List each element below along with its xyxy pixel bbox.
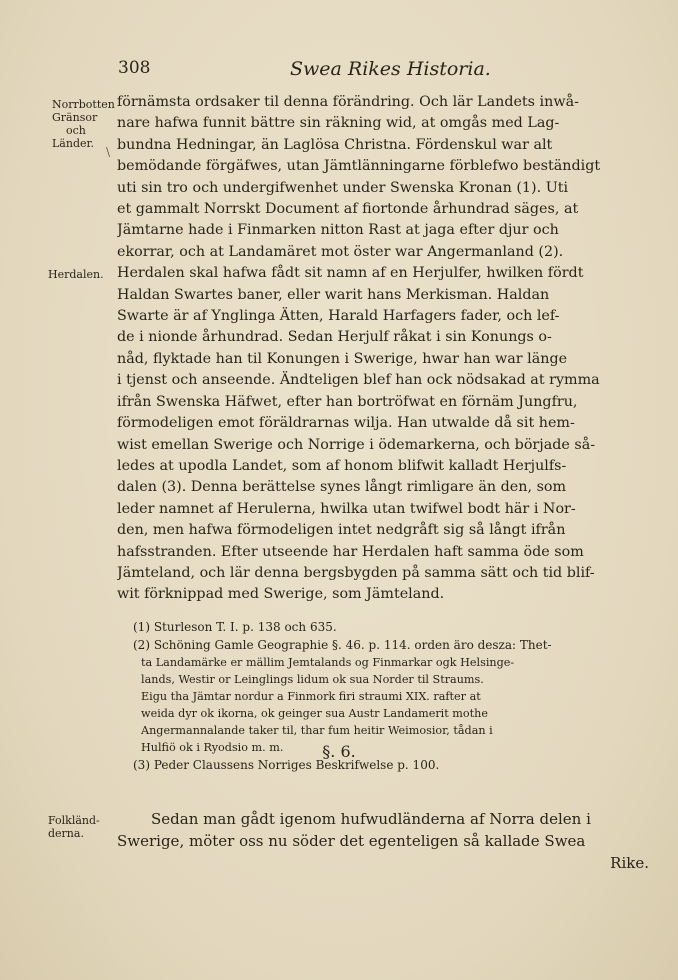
footnote-2: (2) Schöning Gamle Geographie §. 46. p. 114. orden äro desza: Thet- (133, 637, 552, 652)
text-line: Jämtarne hade i Finmarken nitton Rast at jaga efter djur och (117, 222, 559, 239)
text-line: ledes at upodla Landet, som af honom blifwit kalladt Herjulfs- (117, 457, 567, 474)
page-number: 308 (118, 58, 151, 78)
footnote-2-line: Eigu tha Jämtar nordur a Finmork firi straumi XIX. rafter at (141, 689, 481, 703)
text-line: den, men hafwa förmodeligen intet nedgråft sig så långt ifrån (117, 522, 566, 539)
text-line: förmodeligen emot föräldrarnas wilja. Han utwalde då sit hem- (117, 415, 575, 432)
margin-note-border-regions: Norrbotten Gränsor och Länder. (52, 98, 115, 150)
text-line: et gammalt Norrskt Document af fiortonde århundrad säges, at (117, 201, 579, 218)
text-line: förnämsta ordsaker til denna förändring. Och lär Landets inwå- (117, 94, 579, 110)
text-line: Rike. (610, 854, 649, 872)
text-line: Herdalen skal hafwa fådt sit namn af en Herjulfer, hwilken fördt (117, 265, 584, 282)
text-line: bundna Hedningar, än Laglösa Christna. Fördenskul war alt (117, 136, 553, 153)
text-line: Swerige, möter oss nu söder det egenteligen så kallade Swea (117, 832, 586, 850)
footnote-1: (1) Sturleson T. I. p. 138 och 635. (133, 619, 337, 634)
text-line: nåd, flyktade han til Konungen i Swerige, hwar han war länge (117, 350, 568, 367)
text-line: i tjenst och anseende. Ändteligen blef han ock nödsakad at rymma (117, 372, 600, 389)
margin-note-herdalen: Herdalen. (48, 268, 104, 281)
text-line: ifrån Swenska Häfwet, efter han bortröfwat en förnäm Jungfru, (117, 393, 578, 410)
text-line: wist emellan Swerige och Norrige i ödemarkerna, och började så- (117, 436, 596, 453)
footnote-2-line: lands, Westir or Leinglings lidum ok sua Norder til Straums. (141, 672, 484, 686)
footnote-2-line: Angermannalande taker til, thar fum heitir Weimosior, tådan i (141, 723, 493, 737)
text-line: nare hafwa funnit bättre sin räkning wid, at omgås med Lag- (117, 115, 560, 132)
text-line: dalen (3). Denna berättelse synes långt rimligare än den, som (117, 479, 567, 496)
text-line: Haldan Swartes baner, eller warit hans Merkisman. Haldan (117, 286, 550, 303)
text-line: Swarte är af Ynglinga Ätten, Harald Harfagers fader, och lef- (117, 308, 560, 325)
running-title: Swea Rikes Historia. (290, 58, 491, 80)
footnote-2-line: ta Landamärke er mällim Jemtalands og Finmarkar ogk Helsinge- (141, 655, 515, 669)
text-line: Jämteland, och lär denna bergsbygden på samma sätt och tid blif- (117, 564, 595, 581)
text-line: Sedan man gådt igenom hufwudländerna af Norra delen i (151, 810, 591, 828)
main-text (117, 92, 649, 774)
section-text (117, 808, 649, 874)
text-line: hafsstranden. Efter utseende har Herdalen haft samma öde som (117, 543, 584, 560)
text-line: uti sin tro och undergifwenhet under Swenska Kronan (1). Uti (117, 179, 569, 196)
footnote-2-line: weida dyr ok ikorna, ok geinger sua Austr Landamerit mothe (141, 706, 488, 720)
section-heading: §. 6. (322, 742, 356, 761)
text-line: leder namnet af Herulerna, hwilka utan twifwel bodt här i Nor- (117, 500, 576, 517)
page-header (0, 58, 678, 84)
text-line: ekorrar, och at Landamäret mot öster war Angermanland (2). (117, 243, 564, 260)
footnote-3: (3) Peder Claussens Norriges Beskrifwelse p. 100. (133, 757, 440, 772)
footnote-2-line: Hulfiö ok i Ryodsio m. m. (141, 740, 284, 754)
text-line: de i nionde århundrad. Sedan Herjulf råkat i sin Konungs o- (117, 329, 552, 346)
margin-tick-mark: \ (106, 145, 111, 159)
text-line: bemödande förgäfwes, utan Jämtlänningarne förblefwo beständigt (117, 158, 601, 175)
margin-note-folklander: Folkländ- derna. (48, 814, 100, 840)
text-line: wit förknippad med Swerige, som Jämteland. (117, 586, 445, 603)
